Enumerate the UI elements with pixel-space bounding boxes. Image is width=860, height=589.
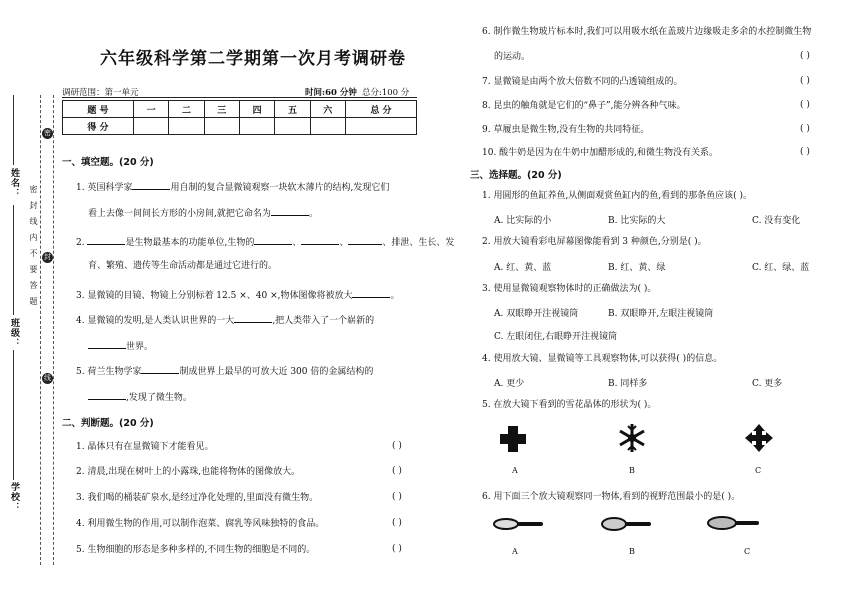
score-cell[interactable] — [133, 118, 168, 135]
option-label: C — [755, 466, 762, 475]
binding-hole: 密 — [44, 129, 51, 137]
choice-q4: 4. 使用放大镜、显微镜等工具观察物体,可以获得( )的信息。 — [482, 354, 723, 364]
answer-paren[interactable]: ( ) — [392, 466, 402, 476]
answer-blank[interactable] — [87, 235, 125, 245]
option-label: C — [744, 547, 751, 556]
choice-option[interactable]: B. 比实际的大 — [608, 216, 666, 226]
score-table — [62, 100, 417, 135]
choice-option[interactable]: B. 同样多 — [608, 379, 648, 389]
judge-q5: 5. 生物细胞的形态是多种多样的,不同生物的细胞是不同的。 — [76, 545, 316, 555]
fill-q4: 4. 显微镜的发明,是人类认识世界的一大 ,把人类带入了一个崭新的 — [76, 313, 374, 327]
answer-paren[interactable]: ( ) — [800, 76, 810, 86]
choice-option[interactable]: A. 红、黄、蓝 — [494, 263, 552, 273]
name-label: 姓名： — [9, 168, 19, 198]
judge-q10: 10. 酸牛奶是因为在牛奶中加醋形成的,和微生物没有关系。 — [482, 148, 719, 158]
judge-q2: 2. 清晨,出现在树叶上的小露珠,也能将物体的图像放大。 — [76, 467, 301, 477]
score-cell[interactable] — [169, 118, 204, 135]
judge-q4: 4. 利用微生物的作用,可以制作泡菜、腐乳等风味独特的食品。 — [76, 519, 325, 529]
score-header: 三 — [204, 101, 239, 118]
exam-time: 时间:60 分钟 — [305, 88, 357, 98]
option-label: B — [629, 547, 635, 556]
answer-blank[interactable] — [352, 288, 390, 298]
name-line — [13, 95, 14, 165]
score-header: 二 — [169, 101, 204, 118]
score-header: 五 — [275, 101, 310, 118]
score-cell[interactable] — [310, 118, 345, 135]
school-label: 学校： — [9, 482, 19, 512]
class-line — [13, 205, 14, 315]
exam-title: 六年级科学第二学期第一次月考调研卷 — [100, 49, 406, 69]
choice-q3: 3. 使用显微镜观察物体时的正确做法为( )。 — [482, 284, 657, 294]
choice-option[interactable]: C. 更多 — [752, 379, 783, 389]
choice-option[interactable]: C. 没有变化 — [752, 216, 801, 226]
judge-q8: 8. 昆虫的触角就是它们的“鼻子”,能分辨各种气味。 — [482, 101, 686, 111]
answer-blank[interactable] — [271, 206, 309, 216]
choice-option[interactable]: C. 左眼闭住,右眼睁开注视镜筒 — [494, 332, 618, 342]
option-label: A — [512, 547, 518, 556]
answer-paren[interactable]: ( ) — [392, 518, 402, 528]
fill-q2: 2. 是生物最基本的功能单位,生物的 、 、 、排泄、生长、发 — [76, 235, 454, 249]
binding-hole: 封 — [44, 253, 51, 261]
magnifier-icon[interactable] — [492, 516, 544, 532]
fill-q5-line2: ,发现了微生物。 — [88, 390, 192, 404]
magnifier-icon[interactable] — [600, 516, 652, 532]
score-row-label: 得 分 — [63, 118, 134, 135]
choice-q6: 6. 用下面三个放大镜观察同一物体,看到的视野范围最小的是( )。 — [482, 492, 741, 502]
judge-q9: 9. 草履虫是微生物,没有生物的共同特征。 — [482, 125, 650, 135]
section-choice-title: 三、选择题。(20 分) — [470, 170, 562, 181]
judge-q3: 3. 我们喝的桶装矿泉水,是经过净化处理的,里面没有微生物。 — [76, 493, 319, 503]
score-header: 一 — [133, 101, 168, 118]
answer-blank[interactable] — [234, 313, 272, 323]
choice-option[interactable]: A. 比实际的小 — [494, 216, 552, 226]
fill-q5: 5. 荷兰生物学家 制成世界上最早的可放大近 300 倍的金属结构的 — [76, 364, 373, 378]
answer-paren[interactable]: ( ) — [800, 147, 810, 157]
answer-paren[interactable]: ( ) — [800, 100, 810, 110]
answer-blank[interactable] — [88, 390, 126, 400]
fill-q1-line2: 看上去像一间间长方形的小房间,就把它命名为 。 — [88, 206, 318, 220]
seal-dashed-line-inner — [53, 95, 54, 565]
fill-q3: 3. 显微镜的目镜、物镜上分别标着 12.5 ×、40 ×,物体图像将被放大 。 — [76, 288, 399, 302]
judge-q1: 1. 晶体只有在显微镜下才能看见。 — [76, 442, 214, 452]
fill-q1: 1. 英国科学家 用自制的复合显微镜观察一块软木薄片的结构,发现它们 — [76, 180, 389, 194]
binding-margin — [0, 0, 58, 589]
answer-blank[interactable] — [348, 235, 382, 245]
fill-q4-line2: 世界。 — [88, 339, 153, 353]
snowflake-icon[interactable] — [617, 422, 647, 454]
choice-option[interactable]: A. 更少 — [494, 379, 525, 389]
judge-q6-line2: 的运动。 — [494, 52, 531, 62]
fill-q2-line2: 育、繁殖、遗传等生命活动都是通过它进行的。 — [88, 261, 278, 271]
judge-q7: 7. 显微镜是由两个放大倍数不同的凸透镜组成的。 — [482, 77, 683, 87]
cross-crystal-icon[interactable] — [498, 424, 528, 454]
score-cell[interactable] — [345, 118, 416, 135]
answer-paren[interactable]: ( ) — [800, 51, 810, 61]
choice-option[interactable]: B. 红、黄、绿 — [608, 263, 666, 273]
answer-paren[interactable]: ( ) — [800, 124, 810, 134]
score-cell[interactable] — [204, 118, 239, 135]
section-fill-title: 一、填空题。(20 分) — [62, 157, 154, 168]
score-header: 四 — [239, 101, 274, 118]
answer-paren[interactable]: ( ) — [392, 441, 402, 451]
magnifier-icon[interactable] — [706, 514, 760, 532]
choice-option[interactable]: B. 双眼睁开,左眼注视镜筒 — [608, 309, 714, 319]
exam-range: 调研范围：第一单元 — [62, 88, 139, 98]
choice-option[interactable]: A. 双眼睁开注视镜筒 — [494, 309, 579, 319]
score-cell[interactable] — [275, 118, 310, 135]
meta-rule — [62, 97, 417, 98]
seal-dashed-line — [40, 95, 41, 565]
score-cell[interactable] — [239, 118, 274, 135]
choice-q5: 5. 在放大镜下看到的雪花晶体的形状为( )。 — [482, 400, 657, 410]
score-header: 题 号 — [63, 101, 134, 118]
answer-blank[interactable] — [254, 235, 292, 245]
seal-notice: 密封线内不要答题 — [29, 185, 38, 313]
answer-blank[interactable] — [141, 364, 179, 374]
answer-paren[interactable]: ( ) — [392, 492, 402, 502]
answer-blank[interactable] — [301, 235, 339, 245]
answer-blank[interactable] — [132, 180, 170, 190]
class-label: 班级： — [9, 318, 19, 348]
option-label: A — [512, 466, 518, 475]
option-label: B — [629, 466, 635, 475]
judge-q6: 6. 制作微生物玻片标本时,我们可以用吸水纸在盖玻片边缘吸走多余的水控制微生物 — [482, 27, 812, 37]
score-header: 六 — [310, 101, 345, 118]
binding-hole: 线 — [44, 374, 51, 382]
choice-q1: 1. 用圆形的鱼缸养鱼,从侧面观赏鱼缸内的鱼,看到的那条鱼应该( )。 — [482, 191, 753, 201]
school-line — [13, 350, 14, 480]
arrow-cross-crystal-icon[interactable] — [744, 423, 774, 453]
choice-option[interactable]: C. 红、绿、蓝 — [752, 263, 810, 273]
exam-total: 总分:100 分 — [362, 88, 410, 98]
answer-blank[interactable] — [88, 339, 126, 349]
section-judge-title: 二、判断题。(20 分) — [62, 418, 154, 429]
score-header: 总 分 — [345, 101, 416, 118]
choice-q2: 2. 用放大镜看彩电屏幕图像能看到 3 种颜色,分别是( )。 — [482, 237, 707, 247]
answer-paren[interactable]: ( ) — [392, 544, 402, 554]
